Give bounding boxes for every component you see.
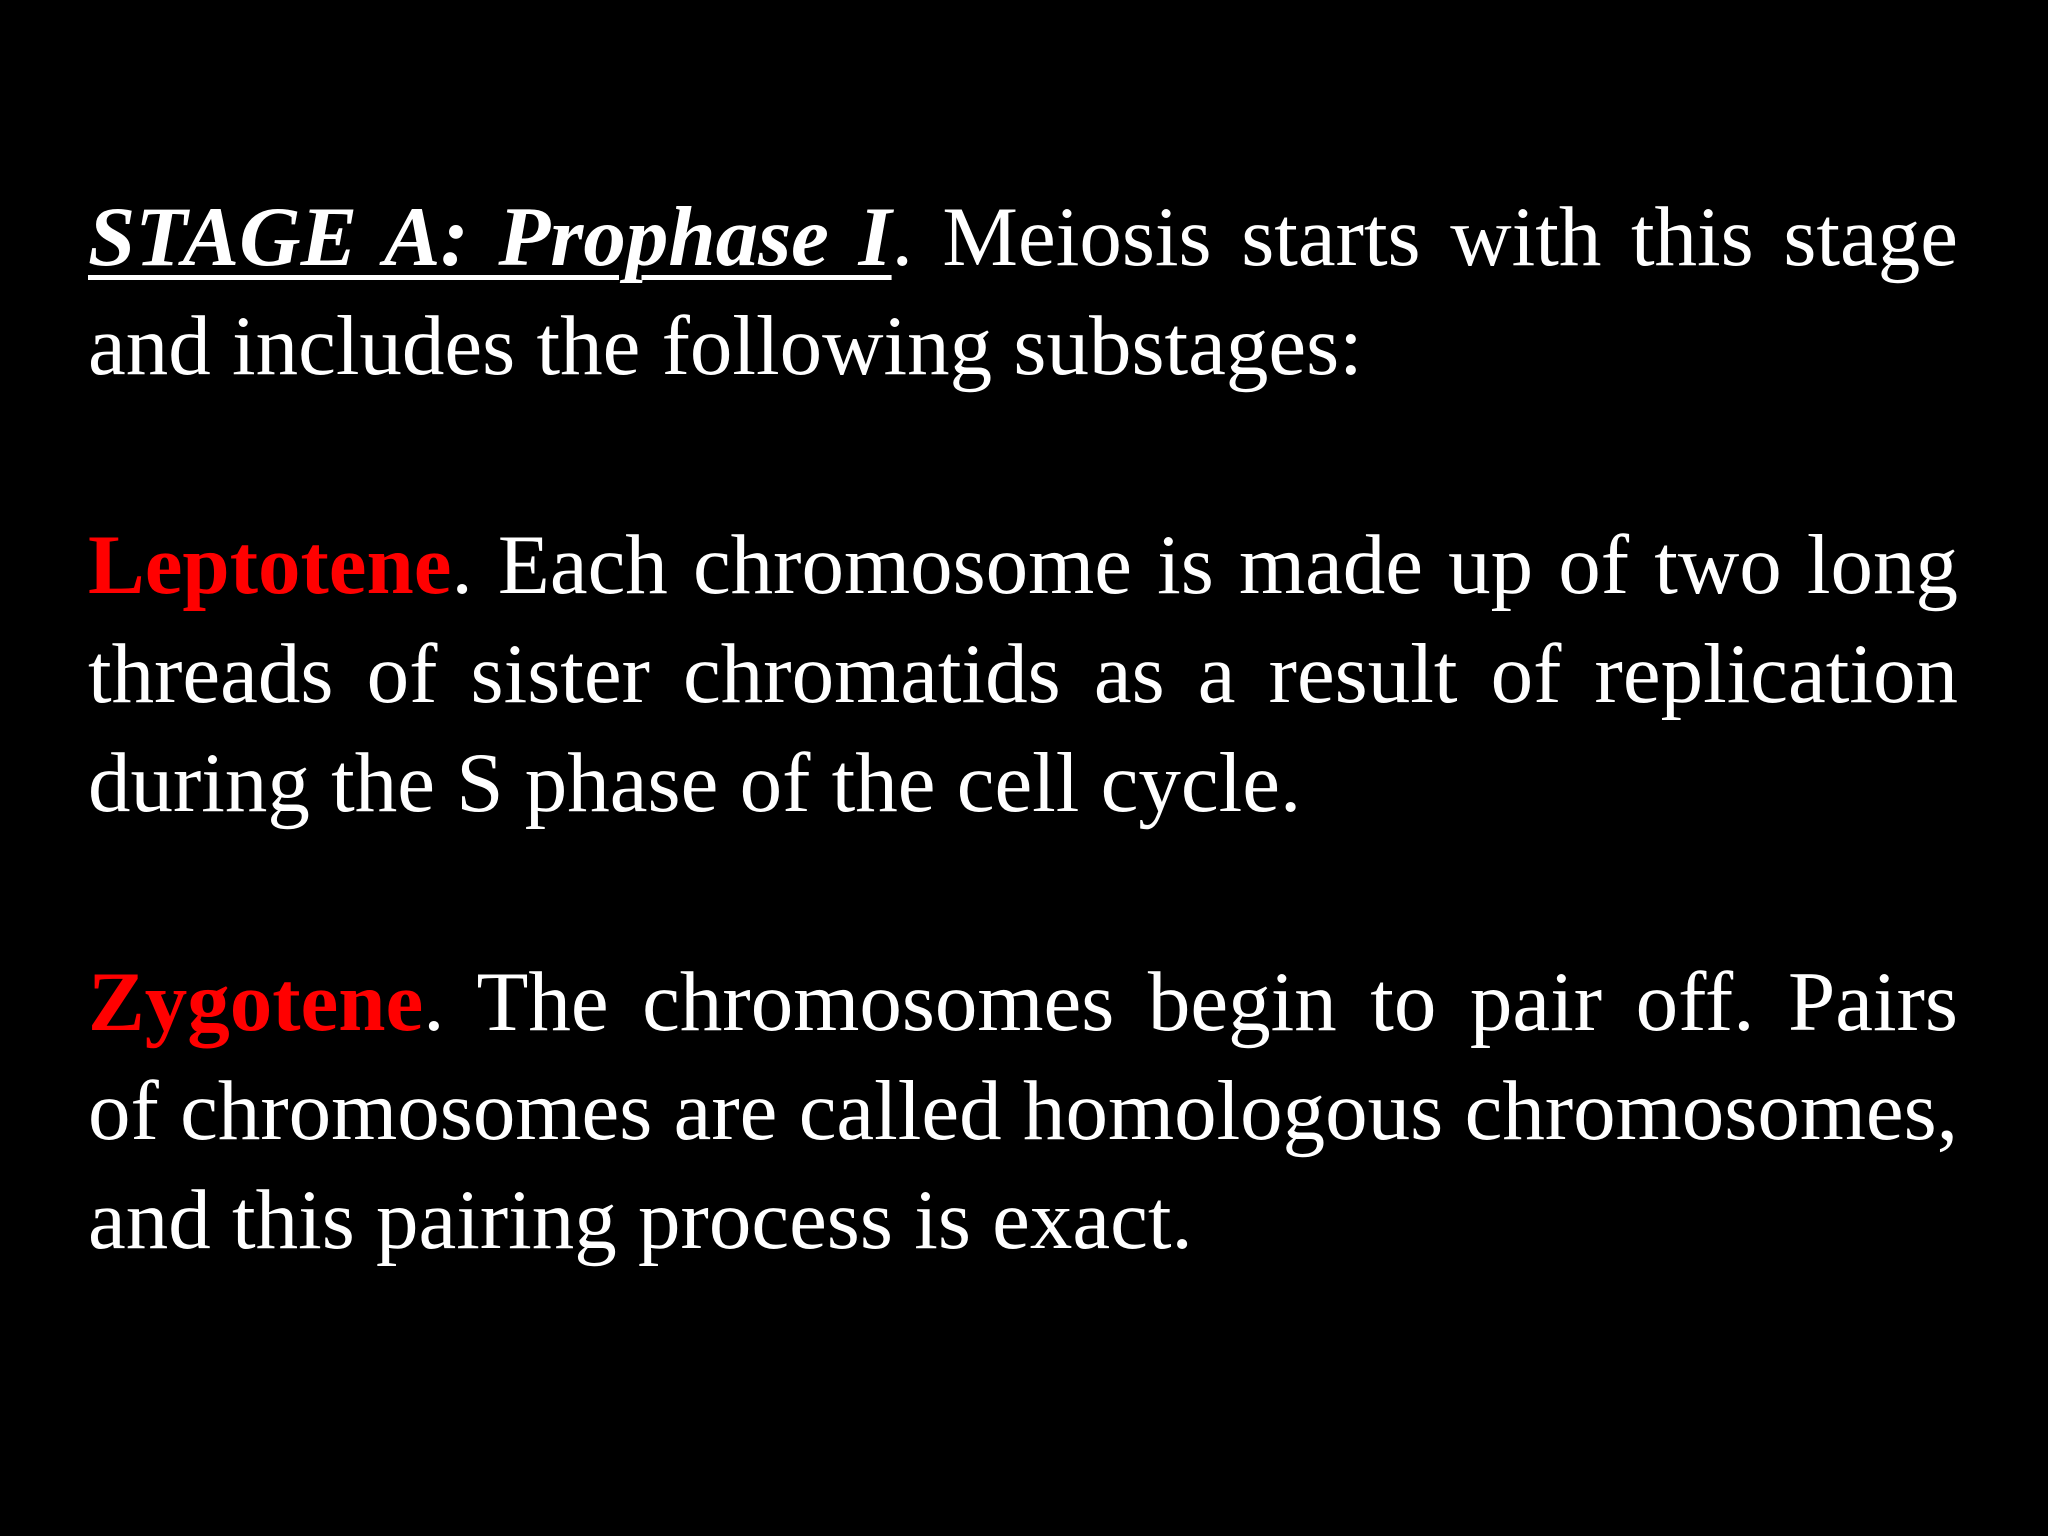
zygotene-paragraph [88, 948, 1958, 1275]
leptotene-description: Each chromosome is made up of two long threads of sister chromatids as a result of replication during the S phase of the cell cycle. [88, 518, 1958, 830]
stage-paragraph [88, 183, 1958, 401]
zygotene-term: Zygotene [88, 955, 424, 1049]
stage-heading-period: . [891, 190, 913, 284]
leptotene-paragraph [88, 511, 1958, 838]
zygotene-period: . [423, 955, 445, 1049]
leptotene-term: Leptotene [88, 518, 452, 612]
zygotene-description: The chromosomes begin to pair off. Pairs of chromosomes are called homologous chromosomes, and this pairing process is exact. [88, 955, 1958, 1267]
leptotene-period: . [451, 518, 473, 612]
stage-description: Meiosis starts with this stage and includes the following substages: [88, 190, 1958, 393]
stage-heading: STAGE A: Prophase I [88, 190, 892, 284]
